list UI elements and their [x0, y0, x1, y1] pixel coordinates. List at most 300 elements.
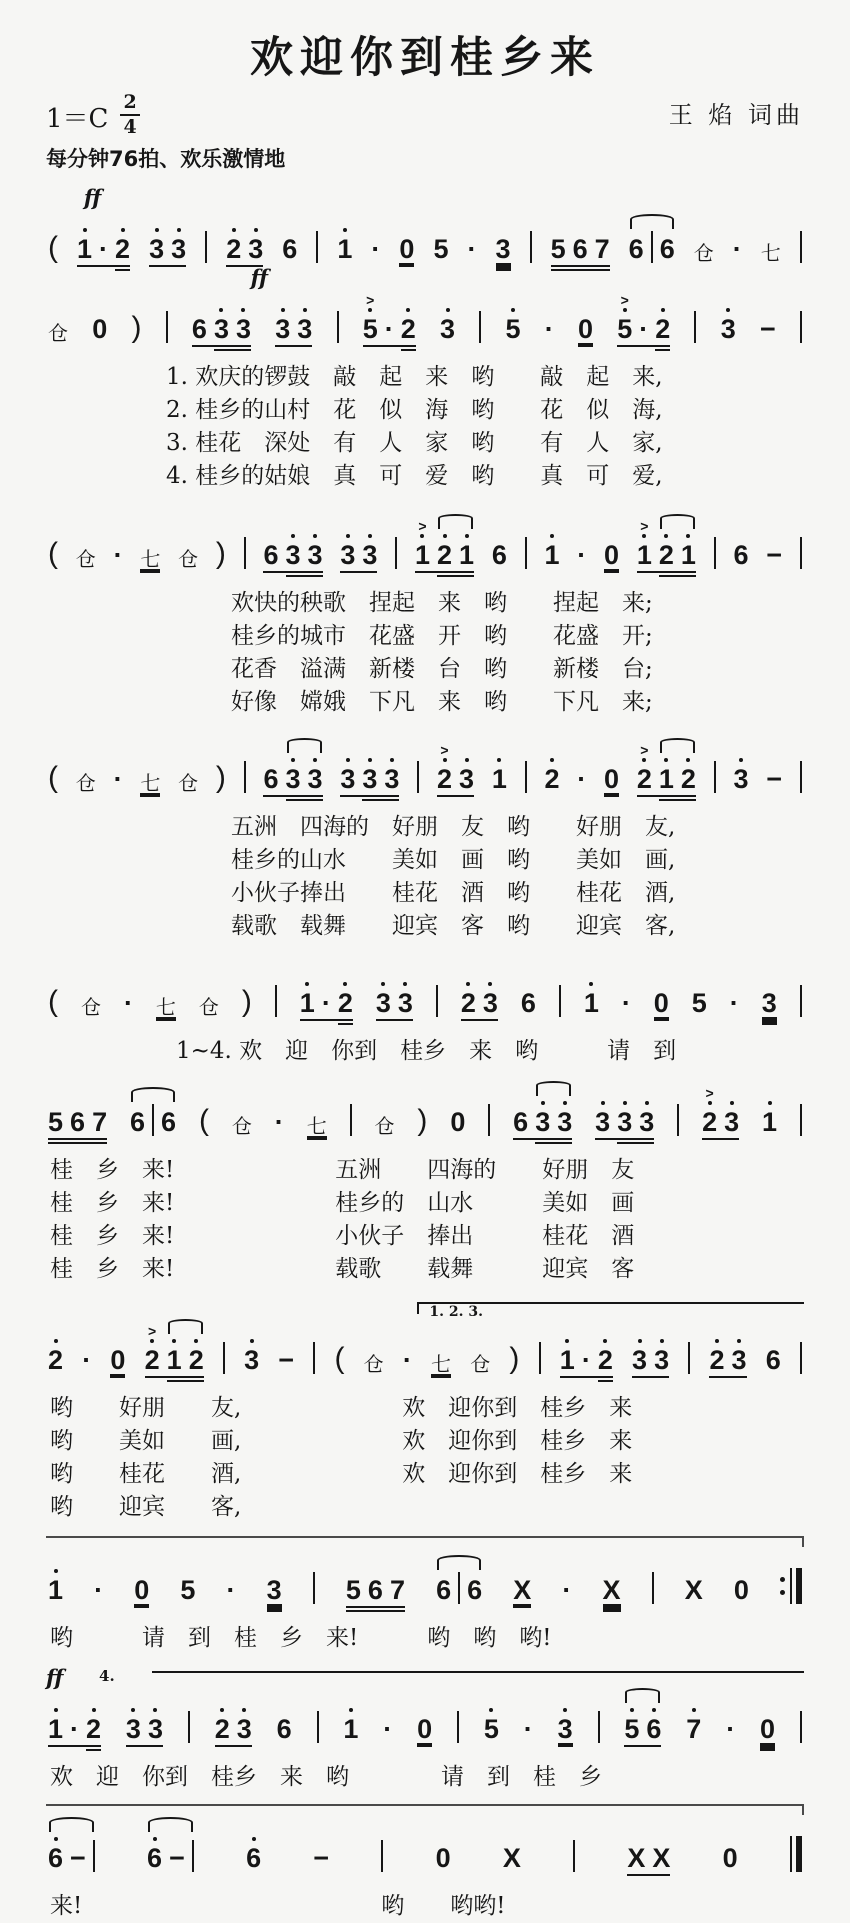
note-group: [48, 1109, 107, 1136]
duration-dot: [114, 542, 123, 569]
glyph: 仓: [178, 547, 199, 572]
octave-dot: [686, 758, 690, 762]
underline: [627, 1874, 670, 1876]
underline: [659, 575, 696, 577]
glyph: −: [70, 1843, 86, 1874]
underline: [48, 1745, 101, 1747]
paren: [199, 1106, 209, 1136]
note: [308, 755, 323, 793]
lyric-row: 五洲 四海的 好朋 友 哟 好朋 友,: [231, 814, 676, 841]
underline: [595, 1138, 654, 1140]
glyph: 1: [559, 1345, 575, 1376]
note: [544, 531, 559, 569]
note: [681, 755, 696, 793]
barline: [166, 311, 168, 343]
note: [598, 1336, 613, 1374]
octave-dot: [194, 1339, 198, 1343]
lyrics-block: [46, 1154, 804, 1286]
glyph: X: [652, 1843, 671, 1874]
note: [226, 225, 241, 263]
barline: [652, 1572, 654, 1604]
glyph: 仓: [374, 1114, 395, 1139]
dash: [766, 766, 782, 793]
note-group: [535, 1098, 572, 1136]
rest: [399, 236, 414, 263]
barline: [790, 1568, 792, 1604]
glyph: ·: [577, 540, 587, 571]
glyph: 七: [306, 1114, 327, 1139]
note-group: [627, 1845, 670, 1872]
note-group: [115, 225, 130, 263]
note: [459, 531, 474, 569]
glyph: 3: [236, 1714, 252, 1745]
glyph: 2: [48, 1345, 64, 1376]
glyph: −: [313, 1843, 330, 1874]
glyph: 6: [733, 540, 749, 571]
percussion-syllable: [431, 1352, 452, 1377]
glyph: 0: [399, 234, 415, 265]
tie-arc: [536, 1081, 571, 1096]
notation-row: [46, 1082, 804, 1148]
octave-dot: [645, 1101, 649, 1105]
note-group: [551, 236, 610, 263]
glyph: 1: [583, 988, 599, 1019]
percussion-syllable: [80, 995, 101, 1020]
lyric-row: 欢快的秧歌 捏起 来 哟 捏起 来;: [231, 590, 653, 617]
barline: [796, 1568, 802, 1604]
note-group: [167, 1336, 204, 1374]
volta-number: 4.: [99, 1667, 115, 1686]
octave-dot: [291, 758, 295, 762]
note: [267, 1577, 282, 1604]
note: [362, 531, 377, 569]
percussion-syllable: [693, 241, 714, 266]
note: [437, 742, 453, 795]
glyph: 6: [130, 1107, 146, 1138]
glyph: ·: [729, 988, 739, 1019]
glyph: 3: [440, 314, 456, 345]
barline: [317, 1711, 319, 1743]
glyph: 3: [375, 988, 391, 1019]
octave-dot: [488, 982, 492, 986]
glyph: 七: [431, 1352, 452, 1377]
accent-icon: >: [620, 292, 629, 309]
note-group: [436, 1572, 482, 1604]
note: [398, 979, 413, 1017]
glyph: 2: [188, 1345, 204, 1376]
glyph: 七: [140, 547, 161, 572]
lyrics-block: [46, 811, 804, 943]
octave-dot: [250, 1339, 254, 1343]
lyric-row: 2. 桂乡的山村 花 似 海 哟 花 似 海,: [166, 397, 663, 424]
beat-note: [627, 1845, 645, 1872]
octave-dot: [220, 1708, 224, 1712]
glyph: 2: [636, 764, 652, 795]
octave-dot: [83, 228, 87, 232]
glyph: 6: [628, 234, 644, 265]
barline: [800, 311, 802, 343]
notation-row: [46, 1689, 804, 1755]
glyph: ·: [639, 314, 649, 345]
underline: [48, 1138, 107, 1140]
glyph: 6: [765, 1345, 781, 1376]
rest: [436, 1845, 451, 1872]
glyph: 3: [275, 314, 291, 345]
tie-arc: [287, 738, 322, 753]
underline: [624, 1745, 661, 1747]
note: [734, 755, 749, 793]
octave-dot: [511, 308, 515, 312]
glyph: 6: [436, 1575, 452, 1606]
tempo-marking: 每分钟76拍、欢乐激情地: [46, 147, 286, 172]
glyph: 5: [483, 1714, 499, 1745]
glyph: X: [502, 1843, 521, 1874]
note: [513, 1109, 528, 1136]
note: [340, 531, 355, 569]
duration-dot: [524, 1716, 533, 1743]
glyph: 3: [654, 1345, 670, 1376]
duration-dot: [322, 990, 331, 1017]
note-group: [702, 1085, 740, 1138]
glyph: 2: [214, 1714, 230, 1745]
note: [48, 1705, 63, 1743]
lyric-row: 哟 请 到 桂 乡 来! 哟 哟 哟!: [50, 1625, 552, 1652]
glyph: 3: [244, 1345, 260, 1376]
note: [149, 225, 164, 263]
glyph: 2: [709, 1345, 725, 1376]
barline: [800, 985, 802, 1017]
duration-dot: [577, 766, 586, 793]
note: [639, 1098, 654, 1136]
dash: [169, 1845, 185, 1872]
system-4: [46, 739, 804, 943]
glyph: 5: [624, 1714, 640, 1745]
lyric-row: 桂 乡 来! 桂乡的 山水 美如 画: [50, 1190, 635, 1217]
glyph: ·: [99, 234, 109, 265]
lyric-row: 1~4. 欢 迎 你到 桂乡 来 哟 请 到: [176, 1038, 677, 1065]
glyph: 0: [435, 1843, 451, 1874]
glyph: 3: [733, 764, 749, 795]
glyph: 0: [604, 540, 620, 571]
underline: [340, 795, 399, 797]
note: [655, 305, 670, 343]
paren: [48, 987, 58, 1017]
dash: [278, 1347, 294, 1374]
barline: [152, 1104, 154, 1136]
rest: [604, 766, 619, 793]
dash: [760, 316, 776, 343]
octave-dot: [603, 1339, 607, 1343]
underline: [263, 795, 322, 797]
octave-dot: [563, 1708, 567, 1712]
note: [286, 755, 301, 793]
glyph: 2: [658, 540, 674, 571]
glyph: ·: [226, 1575, 236, 1606]
octave-dot: [346, 534, 350, 538]
duration-dot: [94, 1577, 103, 1604]
lyrics-block: [46, 1761, 804, 1794]
underline: [346, 1610, 405, 1612]
paren: [334, 1344, 344, 1374]
beat-note: [513, 1577, 531, 1604]
octave-dot: [177, 228, 181, 232]
barline: [479, 311, 481, 343]
glyph: 3: [285, 764, 301, 795]
octave-dot: [368, 308, 372, 312]
glyph: 6: [191, 314, 207, 345]
note: [595, 236, 610, 263]
glyph: 3: [731, 1345, 747, 1376]
underline: [192, 345, 251, 347]
glyph: ·: [621, 988, 631, 1019]
octave-dot: [131, 1708, 135, 1712]
note-group: [286, 531, 323, 569]
glyph: 1: [680, 540, 696, 571]
octave-dot: [630, 1708, 634, 1712]
rest: [734, 1577, 749, 1604]
barline: [694, 311, 696, 343]
underline: [362, 799, 399, 801]
glyph: −: [759, 314, 776, 345]
barline: [488, 1104, 490, 1136]
note: [636, 742, 652, 795]
note: [236, 305, 251, 343]
glyph: 0: [722, 1843, 738, 1874]
octave-dot: [638, 1339, 642, 1343]
glyph: 3: [495, 234, 511, 265]
glyph: 3: [761, 988, 777, 1019]
octave-dot: [465, 758, 469, 762]
barline: [598, 1711, 600, 1743]
tie-arc: [148, 1817, 193, 1832]
barline: [417, 761, 419, 793]
beat-note: [503, 1845, 521, 1872]
note: [617, 292, 633, 345]
barline: [316, 231, 318, 263]
octave-dot: [664, 758, 668, 762]
percussion-syllable: [306, 1114, 327, 1139]
glyph: 3: [340, 764, 356, 795]
glyph: 7: [92, 1107, 108, 1138]
glyph: X: [627, 1843, 646, 1874]
octave-dot: [465, 534, 469, 538]
duration-dot: [275, 1109, 284, 1136]
lyric-row: 好像 嫦娥 下凡 来 哟 下凡 来;: [231, 689, 653, 716]
duration-dot: [70, 1716, 79, 1743]
barline: [790, 1836, 792, 1872]
octave-dot: [150, 1339, 154, 1343]
glyph: 5: [362, 314, 378, 345]
barline: [93, 1840, 95, 1872]
glyph: 1: [77, 234, 93, 265]
note: [762, 1098, 777, 1136]
glyph: 3: [147, 1714, 163, 1745]
glyph: 5: [691, 988, 707, 1019]
note-group: [437, 531, 474, 569]
note: [573, 236, 588, 263]
glyph: 7: [686, 1714, 702, 1745]
underline: [415, 571, 474, 573]
glyph: 0: [733, 1575, 749, 1606]
glyph: (: [48, 761, 58, 795]
glyph: 仓: [231, 1114, 252, 1139]
note: [48, 1336, 63, 1374]
glyph: 6: [282, 234, 298, 265]
note: [92, 1109, 107, 1136]
note: [244, 1336, 259, 1374]
note: [48, 1566, 63, 1604]
duration-dot: [639, 316, 648, 343]
note: [263, 542, 278, 569]
underline: [551, 265, 610, 267]
note: [558, 1705, 573, 1743]
octave-dot: [232, 228, 236, 232]
barline: [350, 1104, 352, 1136]
note: [167, 1336, 182, 1374]
glyph: 6: [70, 1107, 86, 1138]
note-group: [659, 755, 696, 793]
system-10: [46, 1818, 804, 1923]
note: [390, 1577, 405, 1604]
paren: [417, 1106, 427, 1136]
note: [246, 1834, 261, 1872]
note: [636, 518, 652, 571]
barline: [688, 1342, 690, 1374]
volta-end-tick: [802, 1806, 804, 1815]
rest: [723, 1845, 738, 1872]
note: [433, 236, 448, 263]
note: [496, 236, 511, 263]
barline: [573, 1840, 575, 1872]
glyph: 2: [437, 764, 453, 795]
barline: [381, 1840, 383, 1872]
note: [337, 225, 352, 263]
rest: [604, 542, 619, 569]
note-group: [414, 518, 475, 571]
barline: [800, 537, 802, 569]
note-group: [192, 305, 251, 343]
octave-dot: [550, 534, 554, 538]
duration-dot: [403, 1347, 412, 1374]
beat-note: [652, 1845, 670, 1872]
barline: [530, 231, 532, 263]
octave-dot: [497, 758, 501, 762]
note-group: [48, 1705, 101, 1743]
tie-arc: [49, 1817, 94, 1832]
glyph: ·: [123, 988, 133, 1019]
paren: [48, 539, 58, 569]
octave-dot: [589, 982, 593, 986]
note-group: [632, 1336, 669, 1374]
note: [215, 1705, 230, 1743]
barline: [539, 1342, 541, 1374]
glyph: 仓: [470, 1352, 491, 1377]
glyph: 3: [307, 540, 323, 571]
glyph: 1: [658, 764, 674, 795]
note: [492, 542, 507, 569]
note-group: [624, 1705, 661, 1743]
glyph: 6: [48, 1843, 64, 1874]
note: [48, 1109, 63, 1136]
lyric-row: 小伙子捧出 桂花 酒 哟 桂花 酒,: [231, 880, 676, 907]
underline: [346, 1606, 405, 1608]
barline: [244, 537, 246, 569]
octave-dot: [121, 228, 125, 232]
note: [161, 1109, 176, 1136]
notation-row: [46, 739, 804, 805]
glyph: 仓: [363, 1352, 384, 1377]
accent-icon: >: [148, 1323, 157, 1340]
lyric-row: 花香 溢满 新楼 台 哟 新楼 台;: [231, 656, 653, 683]
note: [192, 316, 207, 343]
glyph: −: [169, 1843, 185, 1874]
octave-dot: [768, 1101, 772, 1105]
note: [461, 979, 476, 1017]
glyph: −: [766, 764, 783, 795]
lyrics-block: [46, 1392, 804, 1524]
glyph: 1: [636, 540, 652, 571]
octave-dot: [153, 1708, 157, 1712]
rest: [578, 316, 593, 343]
glyph: ): [509, 1342, 520, 1376]
note-group: [346, 1577, 405, 1604]
glyph: ·: [321, 988, 331, 1019]
dynamics-ff: ff: [46, 1665, 64, 1691]
underline: [286, 799, 323, 801]
note-group: [86, 1705, 101, 1743]
octave-dot: [242, 1708, 246, 1712]
glyph: ·: [70, 1714, 80, 1745]
underline: [376, 1019, 413, 1021]
note: [551, 236, 566, 263]
glyph: ·: [732, 234, 742, 265]
note: [724, 1098, 739, 1136]
note: [467, 1577, 482, 1604]
barline: [313, 1342, 315, 1374]
note: [346, 1577, 361, 1604]
system-7: [46, 1304, 804, 1524]
glyph: 5: [617, 314, 633, 345]
glyph: 0: [653, 988, 669, 1019]
duration-dot: [227, 1577, 236, 1604]
underline: [513, 1138, 572, 1140]
barline: [525, 761, 527, 793]
underline: [598, 1380, 613, 1382]
percussion-syllable: [178, 771, 199, 796]
octave-dot: [219, 308, 223, 312]
underline: [437, 575, 474, 577]
underline: [363, 345, 416, 347]
lyric-row: 桂 乡 来! 载歌 载舞 迎宾 客: [50, 1256, 635, 1283]
glyph: 3: [632, 1345, 648, 1376]
system-1: [46, 185, 804, 275]
tie-arc: [168, 1319, 203, 1334]
barline: [275, 985, 277, 1017]
lyrics-block: [46, 361, 804, 493]
underline: [145, 1376, 204, 1378]
barline: [188, 1711, 190, 1743]
octave-dot: [661, 308, 665, 312]
octave-dot: [692, 1708, 696, 1712]
octave-dot: [443, 758, 447, 762]
lyrics-block: [46, 1890, 804, 1923]
glyph: 5: [180, 1575, 196, 1606]
percussion-syllable: [178, 547, 199, 572]
note: [617, 1098, 632, 1136]
octave-dot: [172, 1339, 176, 1343]
rest: [450, 1109, 465, 1136]
volta-extension-line: [46, 1804, 804, 1806]
